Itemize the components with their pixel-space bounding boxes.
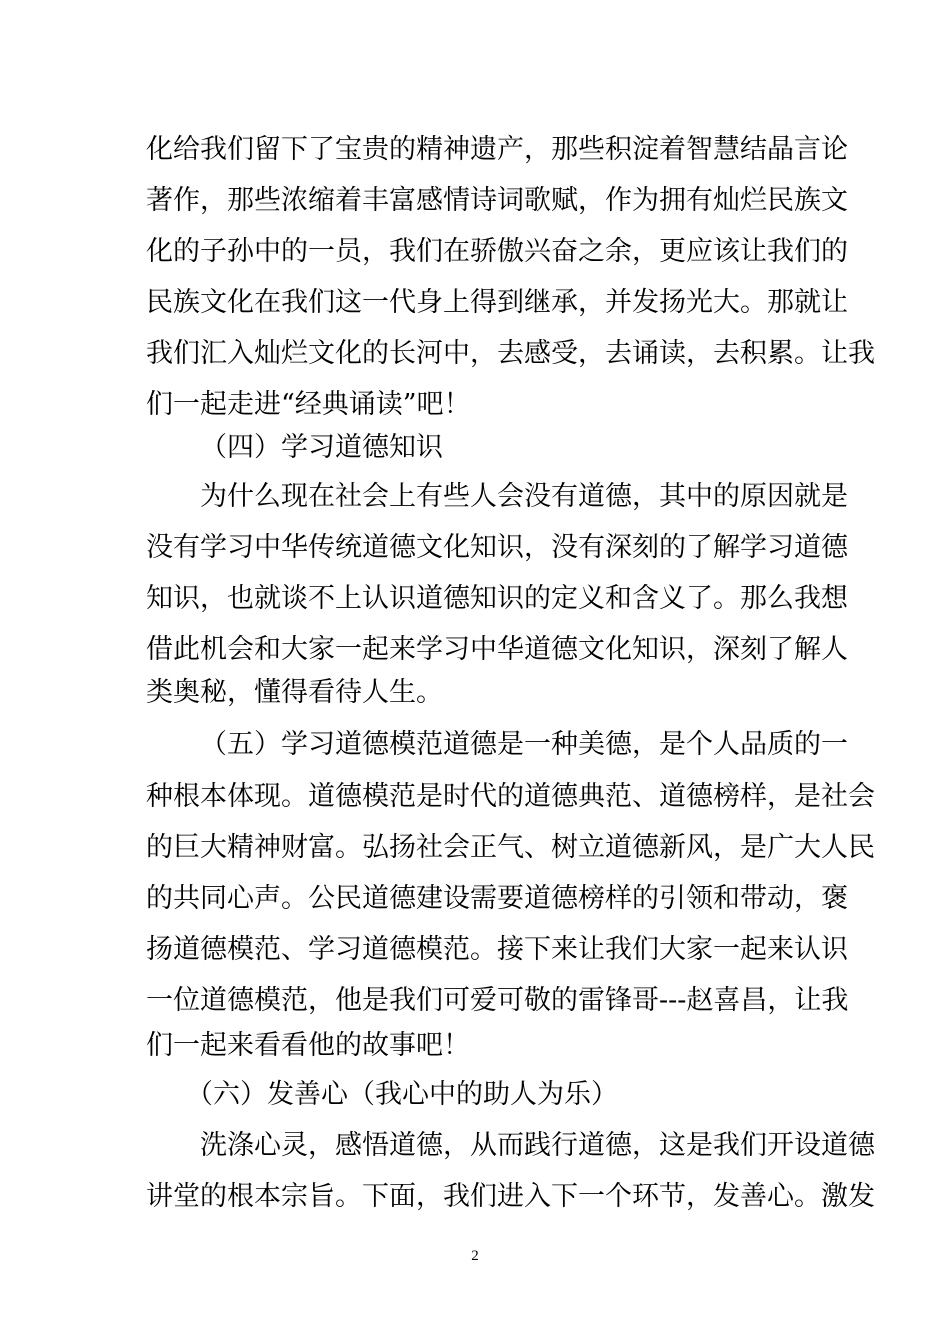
body-line-14: 种根本体现。道德模范是时代的道德典范、道德榜样，是社会	[146, 781, 875, 812]
body-line-2: 著作，那些浓缩着丰富感情诗词歌赋，作为拥有灿烂民族文	[146, 185, 848, 216]
page-number: 2	[471, 1248, 479, 1264]
section-heading-4: （四）学习道德知识	[200, 432, 443, 463]
body-line-6: 们一起走进“经典诵读”吧！	[146, 389, 471, 420]
body-line-8: 为什么现在社会上有些人会没有道德，其中的原因就是	[200, 481, 848, 512]
body-line-1: 化给我们留下了宝贵的精神遗产，那些积淀着智慧结晶言论	[146, 134, 848, 165]
body-line-3: 化的子孙中的一员，我们在骄傲兴奋之余，更应该让我们的	[146, 236, 848, 267]
body-line-5: 我们汇入灿烂文化的长河中，去感受，去诵读，去积累。让我	[146, 338, 875, 369]
body-line-21: 洗涤心灵，感悟道德，从而践行道德，这是我们开设道德	[200, 1130, 875, 1161]
body-line-19: 们一起来看看他的故事吧！	[146, 1030, 470, 1061]
section-heading-5: （五）学习道德模范道德是一种美德，是个人品质的一	[200, 729, 848, 760]
body-line-4: 民族文化在我们这一代身上得到继承，并发扬光大。那就让	[146, 287, 848, 318]
body-line-15: 的巨大精神财富。弘扬社会正气、树立道德新风，是广大人民	[146, 832, 875, 863]
section-heading-6: （六）发善心（我心中的助人为乐）	[186, 1079, 618, 1110]
body-line-22: 讲堂的根本宗旨。下面，我们进入下一个环节，发善心。激发	[146, 1181, 875, 1212]
body-line-12: 类奥秘，懂得看待人生。	[146, 677, 443, 708]
body-line-10: 知识，也就谈不上认识道德知识的定义和含义了。那么我想	[146, 583, 848, 614]
body-line-9: 没有学习中华传统道德文化知识，没有深刻的了解学习道德	[146, 532, 848, 563]
body-line-16: 的共同心声。公民道德建设需要道德榜样的引领和带动，褒	[146, 883, 848, 914]
body-line-17: 扬道德模范、学习道德模范。接下来让我们大家一起来认识	[146, 934, 848, 965]
body-line-18: 一位道德模范，他是我们可爱可敬的雷锋哥---赵喜昌，让我	[146, 985, 849, 1016]
body-line-11: 借此机会和大家一起来学习中华道德文化知识，深刻了解人	[146, 634, 848, 665]
